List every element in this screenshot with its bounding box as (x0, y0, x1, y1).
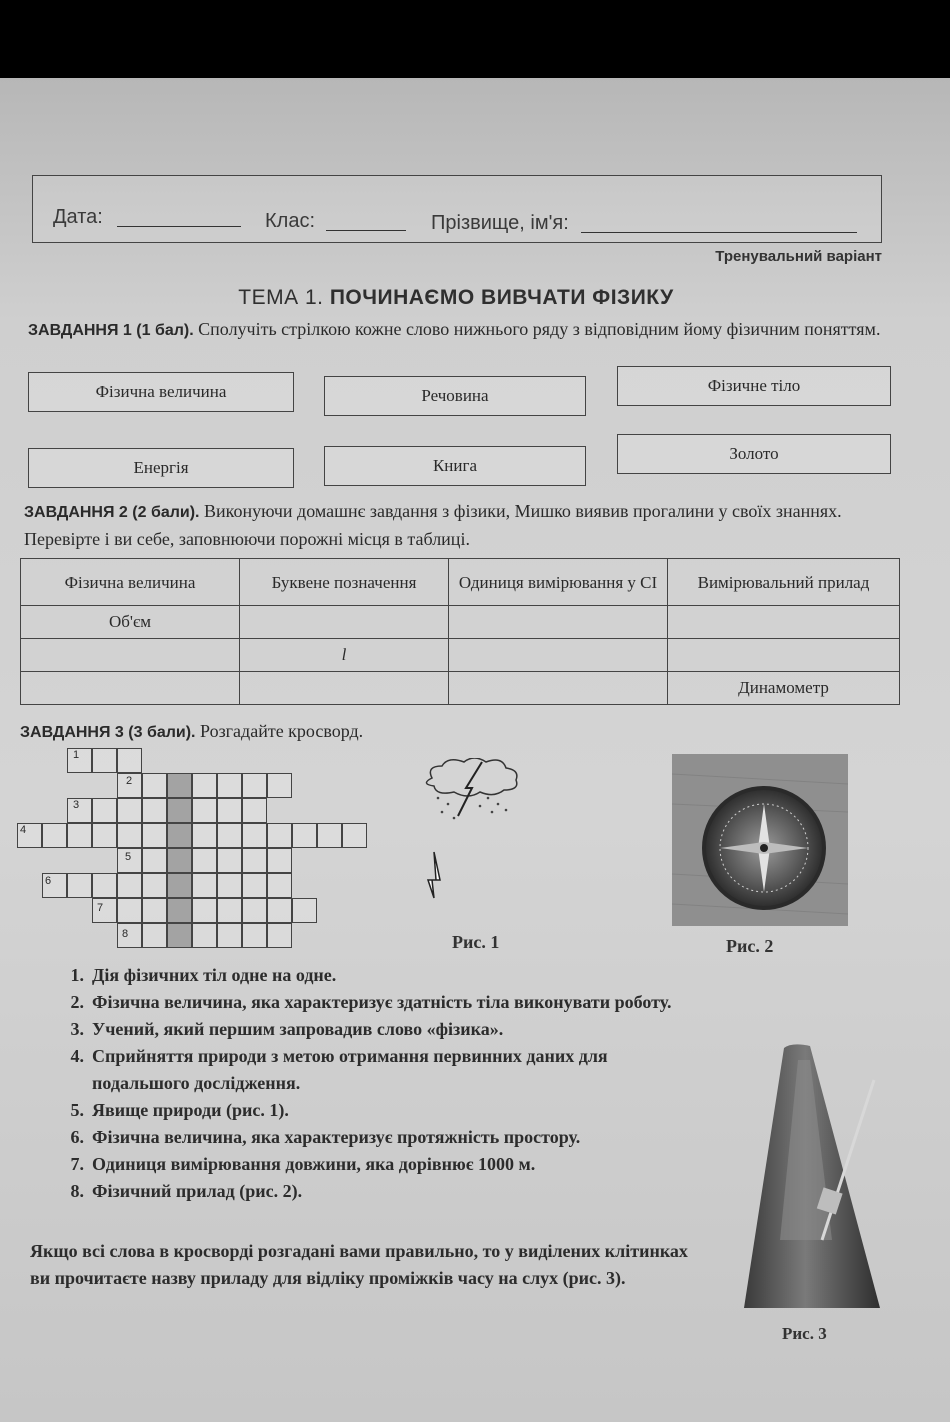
task2-instruction: Виконуючи домашнє завдання з фізики, Мишко виявив прогалини у своїх знаннях. Перевірте і ви себе, заповнюючи порожні місця в таблиці. (24, 501, 842, 549)
crossword-cell[interactable] (242, 798, 267, 823)
crossword-number: 6 (45, 875, 52, 887)
crossword-cell[interactable] (142, 823, 167, 848)
table-cell[interactable] (240, 672, 449, 705)
question-number: 8. (70, 1181, 84, 1201)
name-label: Прізвище, ім'я: (431, 212, 569, 234)
crossword-cell[interactable] (192, 923, 217, 948)
crossword-highlight-cell[interactable] (167, 923, 192, 948)
rain-icon (437, 797, 508, 820)
column-header: Вимірювальний прилад (668, 559, 900, 606)
question-number: 4. (70, 1046, 84, 1066)
crossword-cell[interactable] (117, 898, 142, 923)
crossword-cell[interactable] (67, 798, 92, 823)
question-number: 6. (70, 1127, 84, 1147)
crossword-cell[interactable] (242, 773, 267, 798)
concept-label: Речовина (421, 386, 489, 405)
task2-table (20, 558, 900, 705)
bolt-icon (458, 762, 482, 816)
question-number: 1. (70, 965, 84, 985)
column-header: Одиниця вимірювання у СІ (449, 559, 668, 606)
crossword-highlight-cell[interactable] (167, 798, 192, 823)
crossword-cell[interactable] (92, 873, 117, 898)
crossword-number: 2 (126, 775, 133, 787)
table-cell[interactable]: Динамометр (668, 672, 900, 705)
name-field[interactable] (581, 232, 857, 233)
crossword-cell[interactable] (192, 773, 217, 798)
crossword-number: 4 (20, 824, 27, 836)
column-header: Буквене позначення (240, 559, 449, 606)
word-label: Золото (729, 444, 779, 463)
crossword-cell[interactable] (117, 748, 142, 773)
compass-photo (672, 754, 848, 926)
question-number: 5. (70, 1100, 84, 1120)
word-label: Енергія (133, 458, 189, 477)
crossword-cell[interactable] (67, 873, 92, 898)
question-item (48, 1097, 708, 1124)
task1-text (28, 316, 898, 344)
crossword-number: 3 (73, 799, 80, 811)
lightning-icon (428, 852, 440, 898)
task2-text (24, 498, 904, 552)
crossword-cell[interactable] (217, 923, 242, 948)
question-text: Явище природи (рис. 1). (92, 1100, 289, 1120)
table-row (21, 606, 900, 639)
question-text: Фізичний прилад (рис. 2). (92, 1181, 303, 1201)
question-text: Фізична величина, яка характеризує протяжність простору. (92, 1127, 581, 1147)
crossword-number: 8 (122, 928, 129, 940)
topic-prefix: ТЕМА 1. (238, 286, 324, 309)
crossword-cell[interactable] (267, 848, 292, 873)
question-item (48, 1178, 708, 1205)
crossword-highlight-cell[interactable] (167, 823, 192, 848)
crossword-cell[interactable] (67, 748, 92, 773)
topic-heading (0, 286, 912, 310)
concept-label: Фізична величина (95, 382, 227, 401)
crossword-cell[interactable] (92, 898, 117, 923)
header-box (32, 175, 882, 243)
question-number: 2. (70, 992, 84, 1012)
table-cell[interactable] (449, 639, 668, 672)
final-instruction: Якщо всі слова в кросворді розгадані вами правильно, то у виділених клітинках ви прочитаєте назву приладу для відліку проміжків часу на слух (рис. 3). (30, 1241, 688, 1288)
figure1-caption: Рис. 1 (452, 932, 500, 952)
crossword-cell[interactable] (217, 848, 242, 873)
question-item (48, 1124, 708, 1151)
concept-box-2[interactable] (324, 376, 586, 416)
question-item (48, 989, 708, 1016)
crossword-cell[interactable] (242, 823, 267, 848)
concept-box-3[interactable] (617, 366, 891, 406)
table-cell[interactable] (240, 606, 449, 639)
crossword-cell[interactable] (142, 798, 167, 823)
crossword-cell[interactable] (117, 873, 142, 898)
crossword-number: 5 (125, 851, 132, 863)
class-field[interactable] (326, 230, 406, 231)
crossword-highlight-cell[interactable] (167, 873, 192, 898)
crossword-number: 1 (73, 749, 80, 761)
figure2-caption: Рис. 2 (726, 936, 774, 956)
crossword-cell[interactable] (217, 873, 242, 898)
crossword-cell[interactable] (242, 848, 267, 873)
crossword-cell[interactable] (217, 823, 242, 848)
crossword-cell[interactable] (67, 823, 92, 848)
word-label: Книга (432, 456, 478, 475)
table-cell[interactable] (668, 606, 900, 639)
crossword-highlight-cell[interactable] (167, 898, 192, 923)
table-cell[interactable] (449, 606, 668, 639)
crossword-cell[interactable] (217, 798, 242, 823)
question-item (48, 1043, 708, 1097)
crossword-cell[interactable] (242, 873, 267, 898)
crossword-cell[interactable] (142, 923, 167, 948)
word-box-2[interactable] (324, 446, 586, 486)
table-row (21, 639, 900, 672)
crossword-highlight-cell[interactable] (167, 848, 192, 873)
crossword-cell[interactable] (267, 923, 292, 948)
question-item (48, 962, 708, 989)
crossword-cell[interactable] (142, 898, 167, 923)
crossword-cell[interactable] (192, 848, 217, 873)
task3-instruction: Розгадайте кросворд. (200, 721, 364, 741)
table-cell[interactable]: Об'єм (21, 606, 240, 639)
column-header: Фізична величина (21, 559, 240, 606)
topic-title: ПОЧИНАЄМО ВИВЧАТИ ФІЗИКУ (329, 286, 674, 309)
table-cell[interactable] (449, 672, 668, 705)
crossword-cell[interactable] (292, 823, 317, 848)
crossword-cell[interactable] (117, 798, 142, 823)
crossword-highlight-cell[interactable] (167, 773, 192, 798)
crossword-cell[interactable] (242, 898, 267, 923)
crossword-cell[interactable] (267, 898, 292, 923)
task1-title: ЗАВДАННЯ 1 (1 бал). (28, 322, 194, 339)
crossword-cell[interactable] (117, 823, 142, 848)
word-box-1[interactable] (28, 448, 294, 488)
table-cell[interactable] (668, 639, 900, 672)
crossword-cell[interactable] (317, 823, 342, 848)
question-text: Дія фізичних тіл одне на одне. (92, 965, 337, 985)
crossword-cell[interactable] (267, 873, 292, 898)
question-item (48, 1151, 708, 1178)
question-item (48, 1016, 708, 1043)
crossword-cell[interactable] (192, 898, 217, 923)
table-cell[interactable]: l (240, 639, 449, 672)
task2-title: ЗАВДАННЯ 2 (2 бали). (24, 504, 200, 521)
crossword-cell[interactable] (292, 898, 317, 923)
figure3-caption: Рис. 3 (782, 1324, 827, 1343)
crossword-cell[interactable] (267, 823, 292, 848)
crossword-cell[interactable] (342, 823, 367, 848)
task3-title: ЗАВДАННЯ 3 (3 бали). (20, 724, 196, 741)
crossword-cell[interactable] (192, 873, 217, 898)
word-box-3[interactable] (617, 434, 891, 474)
crossword-cell[interactable] (142, 873, 167, 898)
table-header-row (21, 559, 900, 606)
task1-instruction: Сполучіть стрілкою кожне слово нижнього ряду з відповідним йому фізичним поняттям. (198, 319, 881, 339)
crossword-cell[interactable] (117, 923, 142, 948)
crossword-questions (48, 962, 708, 1205)
variant-label: Тренувальний варіант (715, 248, 882, 265)
question-number: 7. (70, 1154, 84, 1174)
crossword-number: 7 (97, 902, 104, 914)
crossword-cell[interactable] (92, 798, 117, 823)
crossword-cell[interactable] (192, 798, 217, 823)
table-cell[interactable] (21, 639, 240, 672)
question-text: Фізична величина, яка характеризує здатність тіла виконувати роботу. (92, 992, 672, 1012)
class-label: Клас: (265, 210, 315, 232)
question-text: Сприйняття природи з метою отримання первинних даних для подальшого дослідження. (92, 1046, 608, 1093)
crossword-cell[interactable] (217, 898, 242, 923)
question-number: 3. (70, 1019, 84, 1039)
task3-text (20, 718, 890, 746)
crossword-cell[interactable] (142, 773, 167, 798)
crossword-cell[interactable] (42, 823, 67, 848)
crossword-cell[interactable] (92, 823, 117, 848)
concept-box-1[interactable] (28, 372, 294, 412)
concept-label: Фізичне тіло (707, 376, 801, 395)
crossword-cell[interactable] (192, 823, 217, 848)
table-cell[interactable] (21, 672, 240, 705)
question-text: Одиниця вимірювання довжини, яка дорівнює 1000 м. (92, 1154, 536, 1174)
question-text: Учений, який першим запровадив слово «фізика». (92, 1019, 504, 1039)
crossword-cell[interactable] (92, 748, 117, 773)
crossword-cell[interactable] (242, 923, 267, 948)
date-label: Дата: (53, 206, 103, 228)
worksheet-page (0, 78, 950, 1422)
metronome-photo (740, 1040, 890, 1318)
crossword-cell[interactable] (267, 773, 292, 798)
crossword-cell[interactable] (142, 848, 167, 873)
date-field[interactable] (117, 226, 241, 227)
lightning-illustration (418, 758, 548, 908)
table-row (21, 672, 900, 705)
crossword-cell[interactable] (217, 773, 242, 798)
